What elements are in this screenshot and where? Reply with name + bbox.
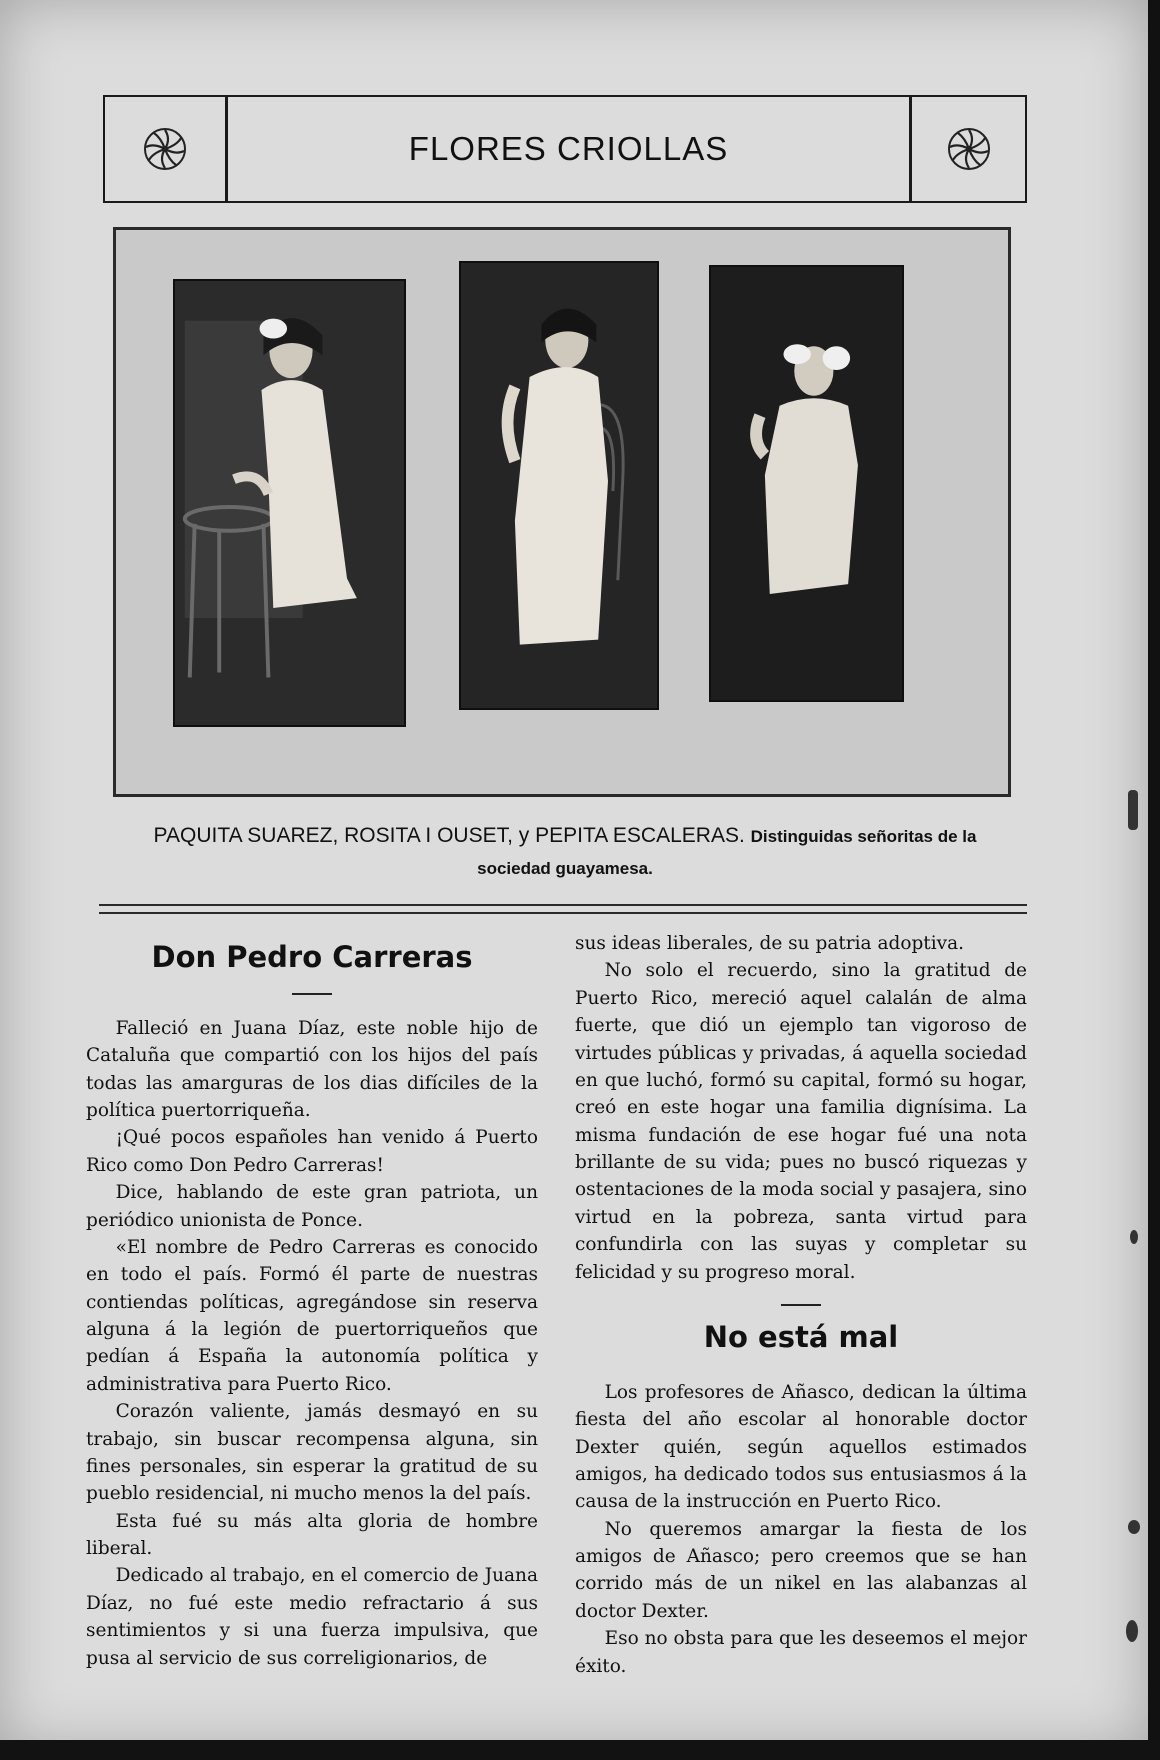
paragraph: No solo el recuerdo, sino la gratitud de Puerto Rico, mereció aquel calalán de alma fuerte, que dió un ejemplo tan vigoroso de virtudes públicas y privadas, á aquella sociedad en que luchó, formó su capital, formó su hogar, creó en este hogar una familia dignísima. La misma fundación de ese hogar fué una nota brillante de su vida; pues no buscó riquezas y ostentaciones de la moda social y pasajera, sino virtud en la pobreza, santa virtud para confundirla con las suyas y completar su felicidad y su progreso moral. bbox=[575, 960, 1027, 1283]
scan-edge-bottom bbox=[0, 1740, 1160, 1760]
paragraph: No queremos amargar la fiesta de los amigos de Añasco; pero creemos que se han corrido más de un nikel en las alabanzas al doctor Dexter. bbox=[575, 1518, 1027, 1622]
caption-names: PAQUITA SUAREZ, ROSITA I OUSET, y PEPITA ESCALERAS. bbox=[153, 824, 745, 847]
spacer bbox=[575, 1365, 1027, 1379]
header-right-ornament bbox=[909, 97, 1025, 201]
paragraph: «El nombre de Pedro Carreras es conocido en todo el país. Formó él parte de nuestras contiendas políticas, agregándose sin reserva alguna á la legión de puertorriqueños que pedían á España la autonomía política y administrativa para Puerto Rico. bbox=[86, 1236, 538, 1395]
paragraph: Eso no obsta para que les deseemos el mejor éxito. bbox=[575, 1628, 1028, 1677]
right-column bbox=[575, 930, 1027, 1680]
margin-mark bbox=[1130, 1230, 1138, 1244]
paragraph-continued: sus ideas liberales, de su patria adoptiva. bbox=[575, 933, 965, 954]
paragraph: Falleció en Juana Díaz, este noble hijo de Cataluña que compartió con los hijos del país todas las amarguras de los dias difíciles de la política puertorriqueña. bbox=[86, 1017, 538, 1122]
paragraph: ¡Qué pocos españoles han venido á Puerto Rico como Don Pedro Carreras! bbox=[86, 1127, 538, 1176]
header-left-ornament bbox=[105, 97, 228, 201]
portrait-paquita-suarez bbox=[173, 279, 406, 727]
title-divider bbox=[292, 993, 332, 995]
caption-description: Distinguidas señoritas de la sociedad guayamesa. bbox=[477, 827, 977, 878]
portrait-rosita-fouset bbox=[459, 261, 659, 710]
paragraph: Esta fué su más alta gloria de hombre liberal. bbox=[86, 1510, 538, 1560]
photo-caption bbox=[125, 820, 1005, 883]
margin-mark bbox=[1128, 1520, 1140, 1534]
scan-edge-right bbox=[1148, 0, 1160, 1760]
double-rule bbox=[99, 904, 1027, 914]
article-divider bbox=[781, 1304, 821, 1306]
rosette-icon bbox=[944, 124, 994, 174]
margin-mark bbox=[1128, 790, 1138, 830]
portrait-pepita-escaleras bbox=[709, 265, 904, 702]
page-section-title: FLORES CRIOLLAS bbox=[408, 130, 729, 167]
article-title: No está mal bbox=[703, 1319, 899, 1354]
paragraph: Dedicado al trabajo, en el comercio de Juana Díaz, no fué este medio refractario á sus sentimientos y si una fuerza impulsiva, que pusa al servicio de sus correligionarios, de bbox=[86, 1565, 538, 1669]
paragraph: Los profesores de Añasco, dedican la última fiesta del año escolar al honorable doctor Dexter quién, según aquellos estimados amigos, ha dedicado todos sus entusiasmos á la causa de la instrucción en Puerto Rico. bbox=[575, 1381, 1027, 1513]
paragraph: Dice, hablando de este gran patriota, un periódico unionista de Ponce. bbox=[86, 1182, 538, 1231]
left-column bbox=[86, 930, 538, 1672]
section-header bbox=[103, 95, 1027, 203]
margin-mark bbox=[1126, 1620, 1138, 1642]
paragraph: Corazón valiente, jamás desmayó en su trabajo, sin buscar recompensa alguna, sin fines personales, sin esperar la gratitud de su pueblo residencial, ni mucho menos la del país. bbox=[86, 1401, 538, 1505]
photo-panel bbox=[113, 227, 1011, 797]
rosette-icon bbox=[140, 124, 190, 174]
article-title: Don Pedro Carreras bbox=[151, 940, 473, 974]
